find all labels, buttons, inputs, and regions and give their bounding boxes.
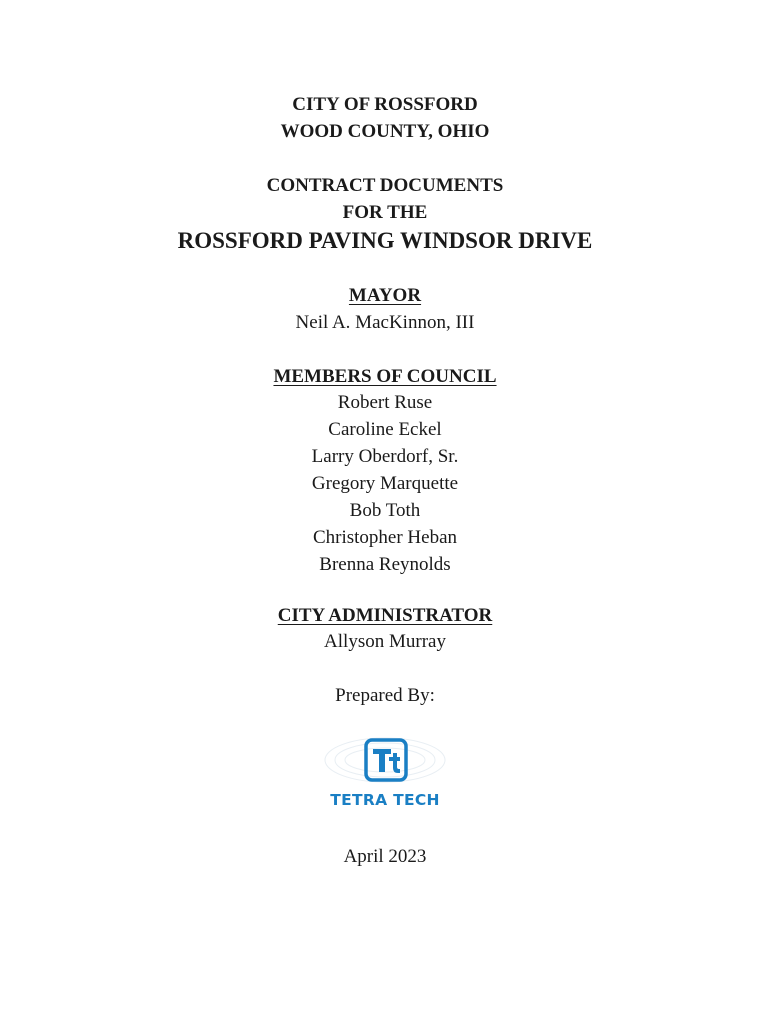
council-member: Gregory Marquette xyxy=(311,473,459,494)
city-name: CITY OF ROSSFORD xyxy=(292,94,478,115)
council-member: Christopher Heban xyxy=(312,527,458,548)
mayor-heading: MAYOR xyxy=(348,285,422,306)
council-member: Brenna Reynolds xyxy=(319,554,451,575)
document-date: April 2023 xyxy=(343,846,427,867)
for-the-line: FOR THE xyxy=(342,202,428,223)
tetra-tech-wordmark: TETRA TECH xyxy=(330,791,440,809)
mayor-name: Neil A. MacKinnon, III xyxy=(295,312,475,333)
tetra-tech-mark-icon xyxy=(364,738,408,782)
tetra-tech-logo xyxy=(300,728,470,813)
project-title: ROSSFORD PAVING WINDSOR DRIVE xyxy=(177,228,593,253)
council-member: Bob Toth xyxy=(349,500,421,521)
council-member: Larry Oberdorf, Sr. xyxy=(311,446,459,467)
administrator-heading: CITY ADMINISTRATOR xyxy=(277,605,493,626)
contract-documents-line: CONTRACT DOCUMENTS xyxy=(266,175,504,196)
prepared-by-label: Prepared By: xyxy=(335,685,435,706)
council-heading: MEMBERS OF COUNCIL xyxy=(273,366,497,387)
county-name: WOOD COUNTY, OHIO xyxy=(280,121,490,142)
administrator-name: Allyson Murray xyxy=(324,631,446,652)
council-member: Caroline Eckel xyxy=(328,419,442,440)
council-member: Robert Ruse xyxy=(337,392,433,413)
